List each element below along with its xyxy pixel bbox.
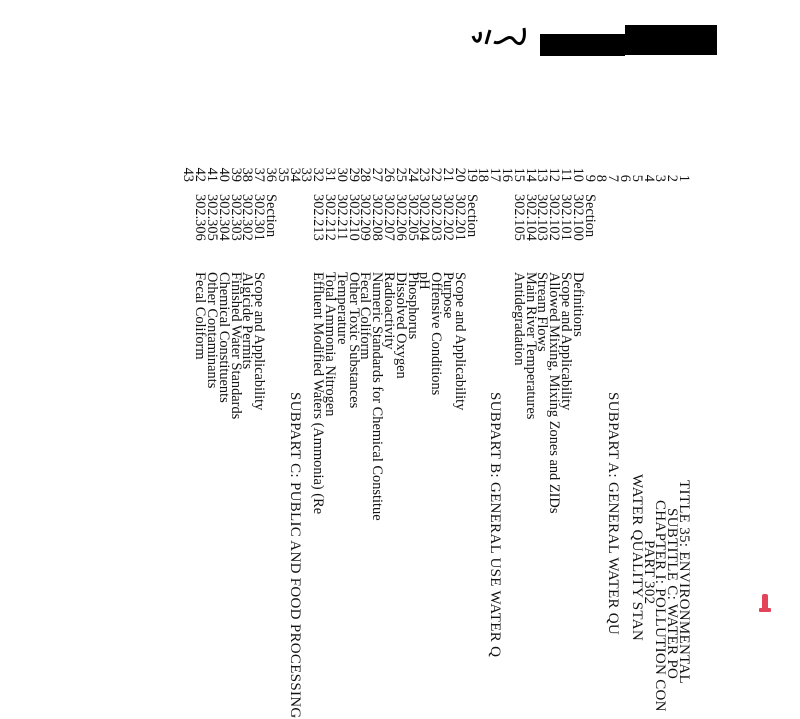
section-number: 302.304 [215, 194, 232, 241]
section-title: pH [416, 272, 433, 290]
redaction-block [625, 25, 717, 55]
section-title: Main River Temperatures [522, 272, 539, 420]
section-number: 302.207 [381, 194, 397, 241]
section-title: Chemical Constituents [215, 272, 232, 403]
section-number: 302.303 [227, 194, 244, 241]
redaction-block [540, 34, 625, 56]
section-title: Scope and Applicability [251, 272, 268, 411]
section-number: 302.105 [510, 194, 527, 241]
section-number: 302.104 [522, 194, 539, 241]
line-number: 27 [369, 167, 386, 182]
line-number: 10 [569, 167, 586, 182]
line-number: 8 [593, 174, 610, 182]
line-number: 39 [227, 167, 244, 182]
section-title: Dissolved Oxygen [392, 272, 409, 379]
line-number: 19 [463, 167, 480, 182]
section-number: 302.305 [204, 194, 220, 241]
section-title: Fecal Coliform [192, 272, 209, 360]
header-line: WATER QUALITY STAN [628, 474, 645, 641]
line-number: 26 [381, 167, 397, 182]
section-title: Stream Flows [534, 272, 551, 352]
section-label: Section [463, 194, 480, 238]
section-number: 302.101 [558, 194, 574, 241]
line-number: 14 [522, 167, 539, 182]
section-title: Offensive Conditions [428, 272, 445, 396]
line-number: 28 [357, 167, 374, 182]
line-number: 6 [617, 174, 633, 182]
line-number: 5 [628, 174, 645, 182]
line-number: 16 [499, 167, 515, 182]
section-title: Scope and Applicability [558, 272, 574, 411]
line-number: 24 [404, 167, 421, 182]
line-number: 12 [546, 167, 563, 182]
line-number: 38 [239, 167, 256, 182]
line-number: 20 [451, 167, 468, 182]
line-number: 3 [652, 174, 669, 182]
line-number: 25 [392, 167, 409, 182]
section-title: Scope and Applicability [451, 272, 468, 411]
section-number: 302.100 [569, 194, 586, 241]
section-title: Fecal Coliform [357, 272, 374, 360]
line-number: 32 [310, 167, 327, 182]
section-title: Phosphorus [404, 272, 421, 340]
pin-stamp-icon [758, 592, 772, 614]
line-number: 4 [640, 174, 657, 182]
section-title: Other Contaminants [204, 272, 220, 389]
section-number: 302.206 [392, 194, 409, 241]
section-number: 302.201 [451, 194, 468, 241]
section-number: 302.202 [440, 194, 456, 241]
line-number: 43 [180, 167, 197, 182]
section-number: 302.211 [333, 194, 350, 241]
section-number: 302.102 [546, 194, 563, 241]
line-number: 2 [664, 174, 681, 182]
line-number: 36 [263, 167, 279, 182]
line-number: 42 [192, 167, 209, 182]
section-title: Temperature [333, 272, 350, 345]
section-title: Purpose [440, 272, 456, 319]
subpart-a-heading: SUBPART A: GENERAL WATER QU [605, 392, 622, 636]
subpart-b-heading: SUBPART B: GENERAL USE WATER Q [487, 392, 504, 658]
section-number: 302.301 [251, 194, 268, 241]
line-number: 29 [345, 167, 362, 182]
header-line: TITLE 35: ENVIRONMENTAL [676, 480, 692, 684]
section-number: 302.208 [369, 194, 386, 241]
header-line: CHAPTER I: POLLUTION CON [652, 500, 669, 712]
line-number: 22 [428, 167, 445, 182]
section-title: Total Ammonia Nitrogen [322, 272, 338, 417]
section-number: 302.203 [428, 194, 445, 241]
section-title: Antidegradation [510, 272, 527, 366]
line-number: 21 [440, 167, 456, 182]
line-number: 31 [322, 167, 338, 182]
section-number: 302.306 [192, 194, 209, 241]
line-number: 23 [416, 167, 433, 182]
line-number: 33 [298, 167, 315, 182]
line-number: 37 [251, 167, 268, 182]
handwritten-mark [470, 22, 530, 52]
line-number: 17 [487, 167, 504, 182]
line-number: 34 [286, 167, 303, 182]
section-number: 302.103 [534, 194, 551, 241]
header-line: PART 302 [640, 540, 657, 605]
section-title: Algicide Permits [239, 272, 256, 370]
section-number: 302.205 [404, 194, 421, 241]
line-number: 1 [676, 174, 692, 182]
section-title: Other Toxic Substances [345, 272, 362, 409]
line-number: 13 [534, 167, 551, 182]
section-number: 302.213 [310, 194, 327, 241]
section-number: 302.209 [357, 194, 374, 241]
section-title: Radioactivity [381, 272, 397, 350]
section-number: 302.210 [345, 194, 362, 241]
line-number: 15 [510, 167, 527, 182]
subpart-c-heading: SUBPART C: PUBLIC AND FOOD PROCESSING [286, 392, 303, 719]
section-title: Allowed Mixing, Mixing Zones and ZIDs [546, 272, 563, 514]
section-number: 302.204 [416, 194, 433, 241]
section-number: 302.212 [322, 194, 338, 241]
line-number: 11 [558, 168, 574, 182]
line-number: 9 [581, 174, 598, 182]
line-number: 18 [475, 167, 492, 182]
line-number: 35 [274, 167, 291, 182]
header-line: SUBTITLE C: WATER PO [664, 508, 681, 680]
line-number: 40 [215, 167, 232, 182]
section-title: Effluent Modified Waters (Ammonia) (Re [310, 272, 327, 515]
section-label: Section [581, 194, 598, 238]
section-number: 302.302 [239, 194, 256, 241]
line-number: 41 [204, 167, 220, 182]
section-title: Definitions [569, 272, 586, 337]
section-title: Numeric Standards for Chemical Constitue [369, 272, 386, 521]
section-label: Section [263, 194, 279, 238]
line-number: 7 [605, 174, 622, 182]
section-title: Finished Water Standards [227, 272, 244, 420]
line-number: 30 [333, 167, 350, 182]
